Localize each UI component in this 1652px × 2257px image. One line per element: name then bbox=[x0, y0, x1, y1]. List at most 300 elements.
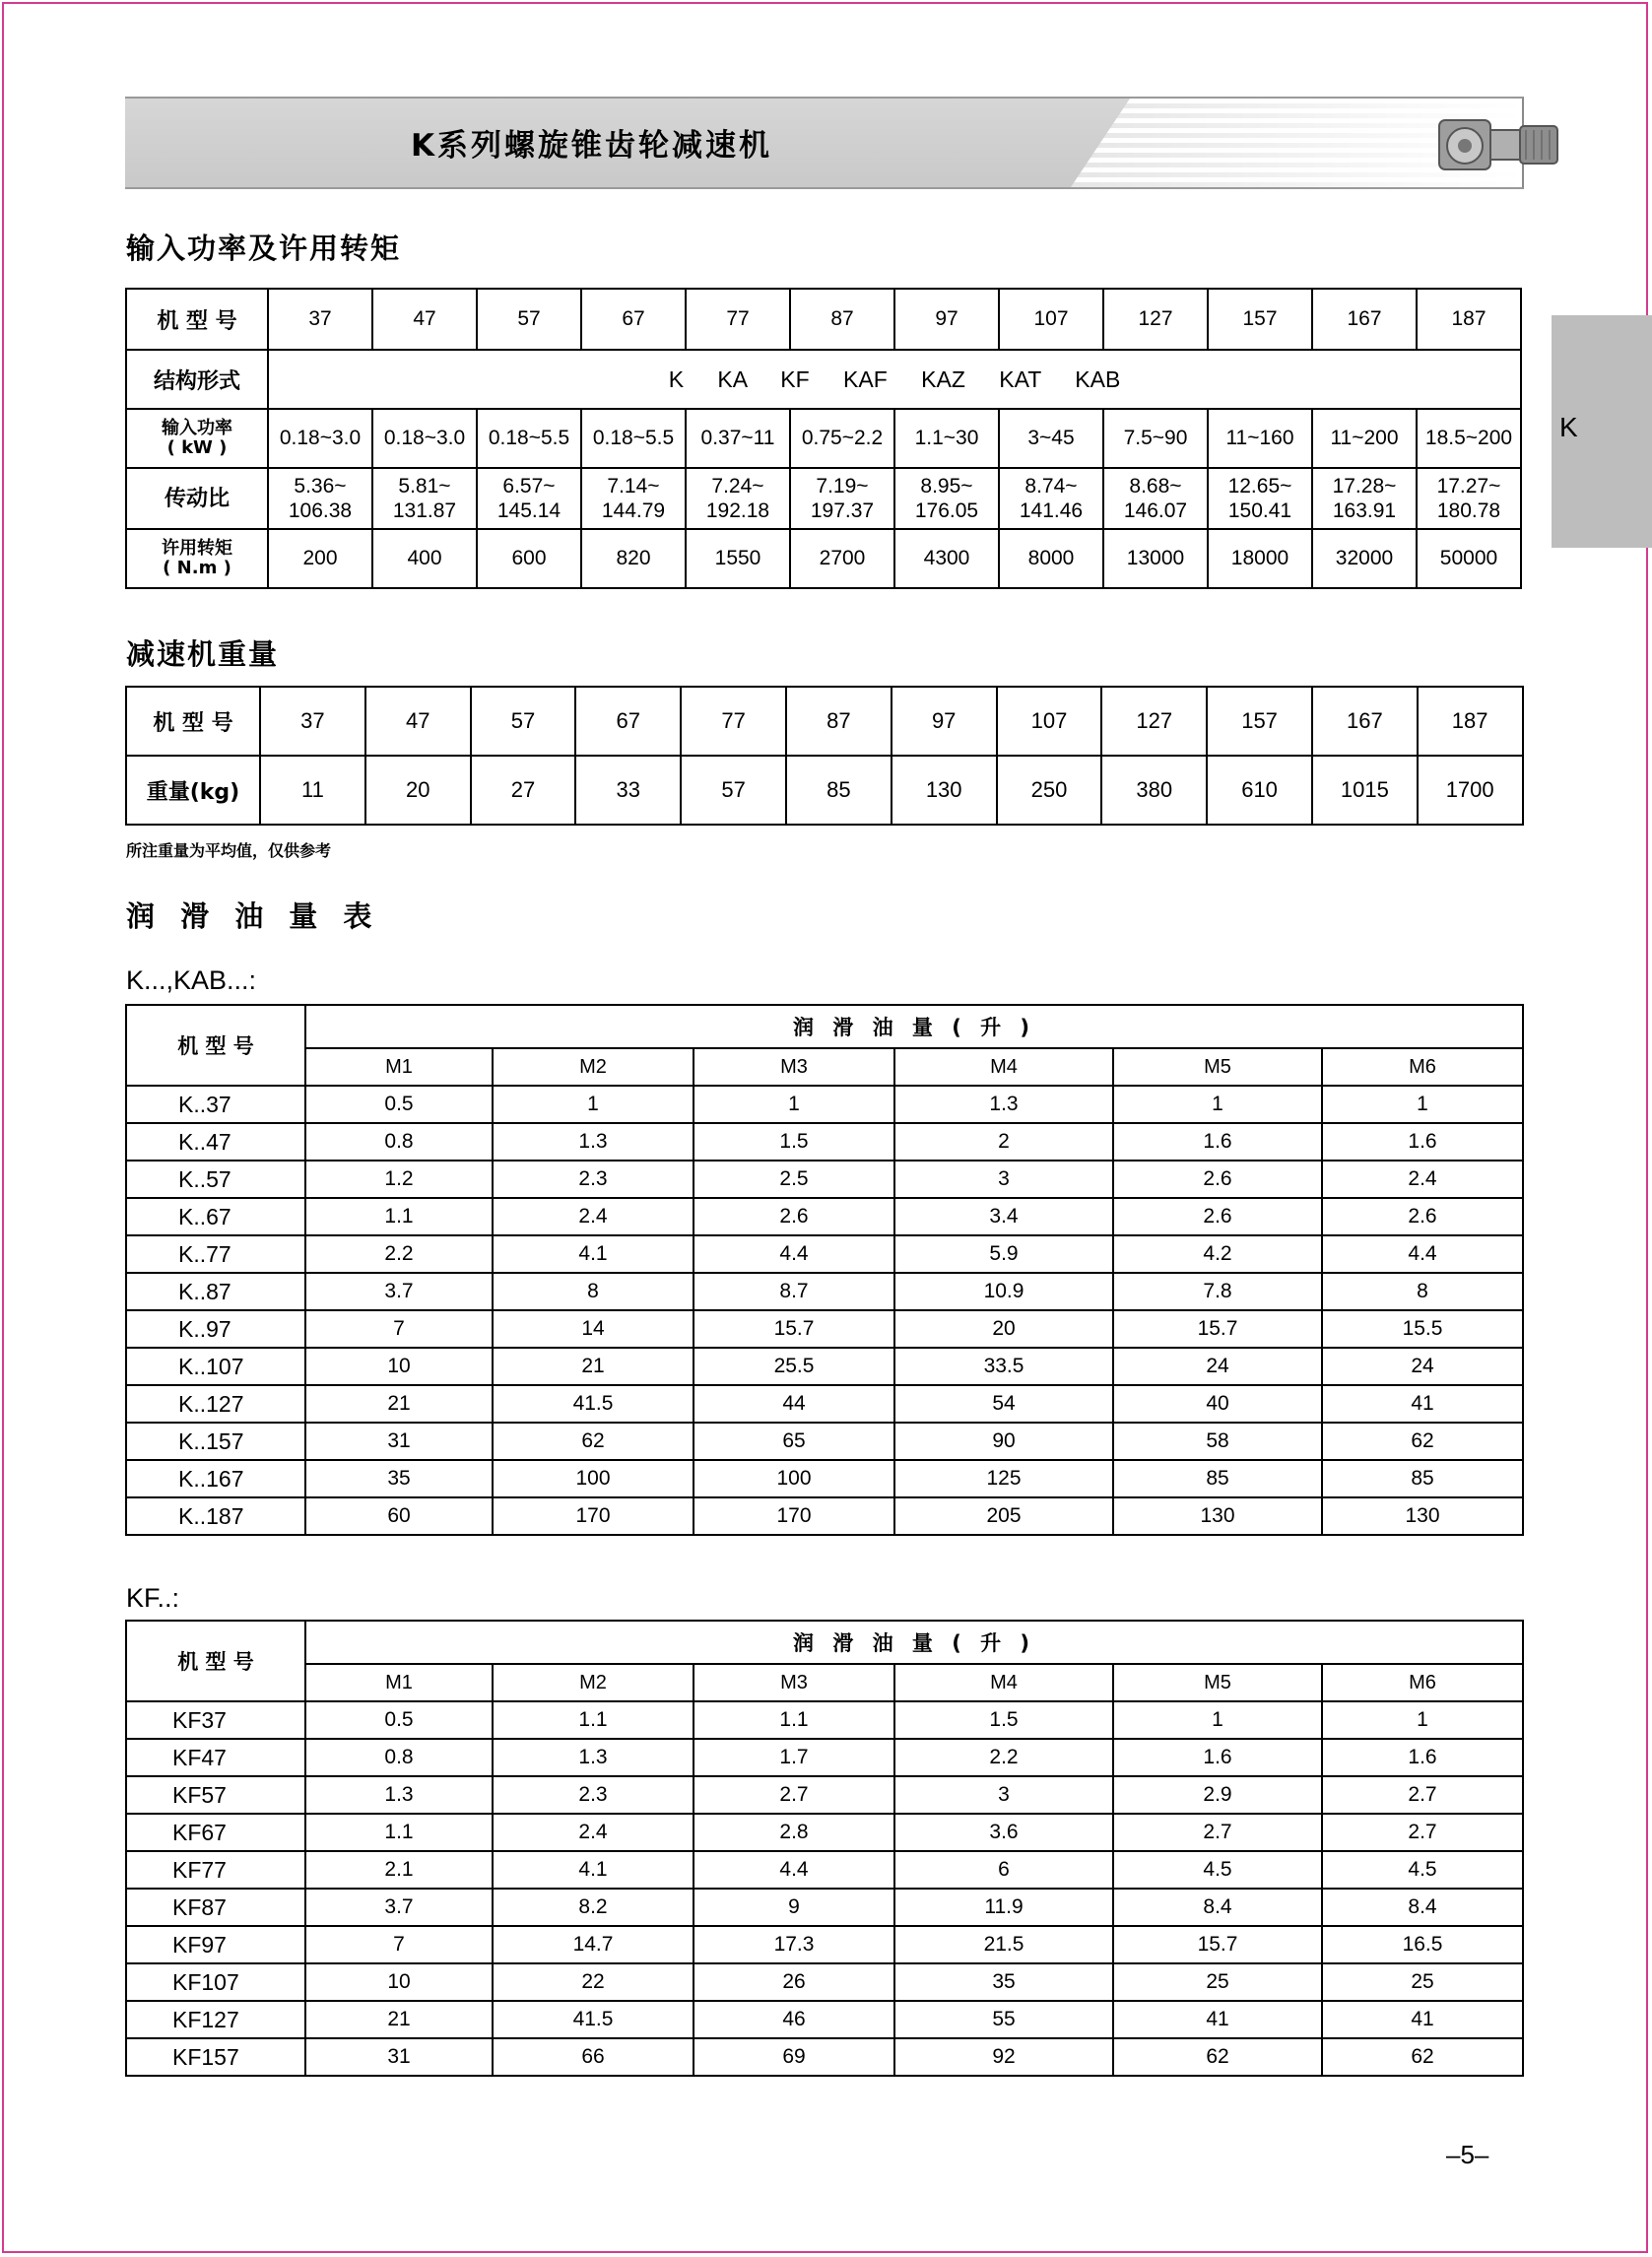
oil-value-cell: 2.4 bbox=[493, 1198, 694, 1235]
oil-value-cell: 1.1 bbox=[305, 1814, 493, 1851]
table-row bbox=[126, 1926, 1523, 1963]
table-row bbox=[126, 1497, 1523, 1535]
column-header: M1 bbox=[305, 1048, 493, 1086]
oil-value-cell: 11.9 bbox=[894, 1889, 1113, 1926]
lube-header-row bbox=[126, 1005, 1523, 1048]
oil-value-cell: 31 bbox=[305, 2038, 493, 2076]
table-row bbox=[126, 1814, 1523, 1851]
oil-value-cell: 2.7 bbox=[1322, 1776, 1523, 1814]
power-cell: 0.18~5.5 bbox=[477, 409, 581, 468]
oil-value-cell: 2.2 bbox=[894, 1739, 1113, 1776]
table-row bbox=[126, 2038, 1523, 2076]
torque-cell: 32000 bbox=[1312, 529, 1417, 588]
header-banner bbox=[125, 97, 1524, 189]
oil-value-cell: 1 bbox=[1113, 1086, 1322, 1123]
column-header: M6 bbox=[1322, 1664, 1523, 1701]
oil-value-cell: 4.5 bbox=[1322, 1851, 1523, 1889]
lube-column-row bbox=[126, 1048, 1523, 1086]
oil-value-cell: 25 bbox=[1113, 1963, 1322, 2001]
weight-cell: 380 bbox=[1101, 756, 1207, 825]
model-cell: 57 bbox=[471, 687, 576, 756]
oil-value-cell: 58 bbox=[1113, 1423, 1322, 1460]
ratio-cell bbox=[372, 468, 477, 529]
ratio-high: 176.05 bbox=[914, 499, 979, 522]
torque-cell: 600 bbox=[477, 529, 581, 588]
oil-value-cell: 2.6 bbox=[1113, 1198, 1322, 1235]
model-cell: 187 bbox=[1418, 687, 1523, 756]
model-cell: 57 bbox=[477, 289, 581, 350]
oil-value-cell: 1.5 bbox=[694, 1123, 894, 1161]
oil-value-cell: 17.3 bbox=[694, 1926, 894, 1963]
label-power-line2: ( kW ) bbox=[166, 437, 228, 458]
model-cell: 167 bbox=[1312, 289, 1417, 350]
oil-value-cell: 1.1 bbox=[305, 1198, 493, 1235]
ratio-cell bbox=[1103, 468, 1208, 529]
oil-value-cell: 8 bbox=[1322, 1273, 1523, 1310]
model-cell: K..47 bbox=[126, 1123, 305, 1161]
weight-cell: 610 bbox=[1207, 756, 1312, 825]
table-row bbox=[126, 1963, 1523, 2001]
label-torque-line1: 许用转矩 bbox=[162, 538, 232, 559]
oil-value-cell: 41.5 bbox=[493, 2001, 694, 2038]
oil-value-cell: 8.7 bbox=[694, 1273, 894, 1310]
oil-value-cell: 10 bbox=[305, 1348, 493, 1385]
oil-value-cell: 44 bbox=[694, 1385, 894, 1423]
table-row bbox=[126, 1776, 1523, 1814]
torque-cell: 1550 bbox=[686, 529, 790, 588]
oil-value-cell: 3.7 bbox=[305, 1889, 493, 1926]
oil-value-cell: 125 bbox=[894, 1460, 1113, 1497]
table-row bbox=[126, 1739, 1523, 1776]
torque-cell: 4300 bbox=[894, 529, 999, 588]
ratio-low: 7.14~ bbox=[607, 475, 660, 498]
ratio-cell bbox=[477, 468, 581, 529]
oil-value-cell: 205 bbox=[894, 1497, 1113, 1535]
oil-value-cell: 24 bbox=[1322, 1348, 1523, 1385]
oil-value-cell: 2.4 bbox=[1322, 1161, 1523, 1198]
model-cell: K..187 bbox=[126, 1497, 305, 1535]
oil-value-cell: 2.2 bbox=[305, 1235, 493, 1273]
lube-k-body bbox=[126, 1086, 1523, 1535]
label-model: 机 型 号 bbox=[126, 289, 268, 350]
model-cell: 127 bbox=[1103, 289, 1208, 350]
oil-value-cell: 4.4 bbox=[694, 1851, 894, 1889]
oil-value-cell: 85 bbox=[1113, 1460, 1322, 1497]
table-row bbox=[126, 1198, 1523, 1235]
oil-value-cell: 20 bbox=[894, 1310, 1113, 1348]
ratio-high: 106.38 bbox=[288, 499, 353, 522]
model-cell: 107 bbox=[999, 289, 1103, 350]
side-tab-label: K bbox=[1559, 412, 1578, 442]
table-row bbox=[126, 1851, 1523, 1889]
model-cell: 67 bbox=[581, 289, 686, 350]
row-ratio bbox=[126, 468, 1521, 529]
oil-value-cell: 21 bbox=[305, 2001, 493, 2038]
oil-value-cell: 10.9 bbox=[894, 1273, 1113, 1310]
model-cell: 77 bbox=[681, 687, 786, 756]
oil-value-cell: 21 bbox=[305, 1385, 493, 1423]
power-cell: 1.1~30 bbox=[894, 409, 999, 468]
model-cell: 127 bbox=[1101, 687, 1207, 756]
oil-value-cell: 2.3 bbox=[493, 1776, 694, 1814]
model-cell: 107 bbox=[997, 687, 1102, 756]
oil-value-cell: 130 bbox=[1113, 1497, 1322, 1535]
column-header: M3 bbox=[694, 1048, 894, 1086]
column-header: M2 bbox=[493, 1664, 694, 1701]
torque-cell: 2700 bbox=[790, 529, 894, 588]
ratio-high: 146.07 bbox=[1123, 499, 1188, 522]
oil-value-cell: 2.7 bbox=[1113, 1814, 1322, 1851]
page-number: –5– bbox=[1446, 2140, 1489, 2169]
ratio-high: 197.37 bbox=[810, 499, 875, 522]
label-power-line1: 输入功率 bbox=[162, 418, 232, 438]
oil-value-cell: 3.6 bbox=[894, 1814, 1113, 1851]
ratio-high: 141.46 bbox=[1019, 499, 1084, 522]
power-cell: 7.5~90 bbox=[1103, 409, 1208, 468]
oil-value-cell: 5.9 bbox=[894, 1235, 1113, 1273]
oil-value-cell: 1.7 bbox=[694, 1739, 894, 1776]
power-torque-table bbox=[125, 288, 1522, 589]
row-weight bbox=[126, 756, 1523, 825]
model-cell: KF97 bbox=[126, 1926, 305, 1963]
oil-value-cell: 1.3 bbox=[305, 1776, 493, 1814]
oil-value-cell: 0.8 bbox=[305, 1739, 493, 1776]
oil-value-cell: 92 bbox=[894, 2038, 1113, 2076]
oil-value-cell: 2 bbox=[894, 1123, 1113, 1161]
oil-value-cell: 100 bbox=[694, 1460, 894, 1497]
oil-value-cell: 41 bbox=[1113, 2001, 1322, 2038]
oil-value-cell: 15.7 bbox=[1113, 1926, 1322, 1963]
lube-header-row bbox=[126, 1621, 1523, 1664]
column-header: M4 bbox=[894, 1048, 1113, 1086]
ratio-cell bbox=[686, 468, 790, 529]
table-row bbox=[126, 1701, 1523, 1739]
oil-value-cell: 1 bbox=[694, 1086, 894, 1123]
oil-value-cell: 1.3 bbox=[894, 1086, 1113, 1123]
oil-value-cell: 4.2 bbox=[1113, 1235, 1322, 1273]
oil-value-cell: 170 bbox=[694, 1497, 894, 1535]
oil-value-cell: 3.4 bbox=[894, 1198, 1113, 1235]
oil-value-cell: 15.7 bbox=[1113, 1310, 1322, 1348]
weight-cell: 1700 bbox=[1418, 756, 1523, 825]
oil-value-cell: 62 bbox=[1113, 2038, 1322, 2076]
section-heading-lube: 润 滑 油 量 表 bbox=[126, 899, 380, 933]
oil-value-cell: 90 bbox=[894, 1423, 1113, 1460]
oil-value-cell: 65 bbox=[694, 1423, 894, 1460]
oil-value-cell: 1.6 bbox=[1113, 1123, 1322, 1161]
model-cell: 47 bbox=[372, 289, 477, 350]
model-cell: KF87 bbox=[126, 1889, 305, 1926]
power-cell: 0.18~3.0 bbox=[268, 409, 372, 468]
model-cell: 47 bbox=[365, 687, 471, 756]
model-cell: KF67 bbox=[126, 1814, 305, 1851]
power-cell: 3~45 bbox=[999, 409, 1103, 468]
label-model: 机 型 号 bbox=[126, 1621, 305, 1701]
ratio-low: 5.36~ bbox=[294, 475, 347, 498]
oil-value-cell: 1 bbox=[1113, 1701, 1322, 1739]
label-torque-line2: ( N.m ) bbox=[163, 558, 231, 578]
torque-cell: 13000 bbox=[1103, 529, 1208, 588]
weight-cell: 130 bbox=[892, 756, 997, 825]
ratio-low: 6.57~ bbox=[502, 475, 556, 498]
table-row bbox=[126, 1348, 1523, 1385]
model-cell: 157 bbox=[1207, 687, 1312, 756]
model-cell: 167 bbox=[1312, 687, 1418, 756]
model-cell: K..67 bbox=[126, 1198, 305, 1235]
ratio-low: 8.95~ bbox=[920, 475, 973, 498]
oil-value-cell: 1 bbox=[1322, 1701, 1523, 1739]
oil-value-cell: 26 bbox=[694, 1963, 894, 2001]
page-title: K系列螺旋锥齿轮减速机 bbox=[411, 128, 773, 164]
torque-cell: 18000 bbox=[1208, 529, 1312, 588]
ratio-low: 8.68~ bbox=[1129, 475, 1182, 498]
ratio-low: 12.65~ bbox=[1227, 475, 1292, 498]
side-tab[interactable] bbox=[1552, 315, 1652, 548]
oil-value-cell: 25.5 bbox=[694, 1348, 894, 1385]
model-cell: KF37 bbox=[126, 1701, 305, 1739]
torque-cell: 8000 bbox=[999, 529, 1103, 588]
ratio-high: 192.18 bbox=[705, 499, 770, 522]
oil-value-cell: 21.5 bbox=[894, 1926, 1113, 1963]
power-cell: 11~200 bbox=[1312, 409, 1417, 468]
column-header: M4 bbox=[894, 1664, 1113, 1701]
oil-value-cell: 3 bbox=[894, 1161, 1113, 1198]
oil-value-cell: 7 bbox=[305, 1310, 493, 1348]
oil-value-cell: 0.5 bbox=[305, 1701, 493, 1739]
oil-value-cell: 55 bbox=[894, 2001, 1113, 2038]
model-cell: K..97 bbox=[126, 1310, 305, 1348]
oil-value-cell: 2.4 bbox=[493, 1814, 694, 1851]
ratio-low: 17.27~ bbox=[1436, 475, 1501, 498]
oil-value-cell: 2.9 bbox=[1113, 1776, 1322, 1814]
model-cell: 187 bbox=[1417, 289, 1521, 350]
model-cell: K..57 bbox=[126, 1161, 305, 1198]
column-header: M6 bbox=[1322, 1048, 1523, 1086]
oil-value-cell: 2.6 bbox=[1322, 1198, 1523, 1235]
model-cell: 67 bbox=[575, 687, 681, 756]
oil-value-cell: 170 bbox=[493, 1497, 694, 1535]
oil-value-cell: 62 bbox=[1322, 2038, 1523, 2076]
column-header: M3 bbox=[694, 1664, 894, 1701]
ratio-low: 7.19~ bbox=[816, 475, 869, 498]
model-cell: 77 bbox=[686, 289, 790, 350]
oil-value-cell: 130 bbox=[1322, 1497, 1523, 1535]
model-cell: K..37 bbox=[126, 1086, 305, 1123]
oil-value-cell: 1.1 bbox=[694, 1701, 894, 1739]
ratio-cell bbox=[1312, 468, 1417, 529]
oil-value-cell: 2.7 bbox=[694, 1776, 894, 1814]
table-row bbox=[126, 2001, 1523, 2038]
oil-value-cell: 33.5 bbox=[894, 1348, 1113, 1385]
row-model bbox=[126, 289, 1521, 350]
ratio-high: 180.78 bbox=[1436, 499, 1501, 522]
ratio-low: 8.74~ bbox=[1024, 475, 1078, 498]
model-cell: 87 bbox=[790, 289, 894, 350]
oil-value-cell: 3 bbox=[894, 1776, 1113, 1814]
oil-value-cell: 21 bbox=[493, 1348, 694, 1385]
model-cell: K..167 bbox=[126, 1460, 305, 1497]
oil-value-cell: 31 bbox=[305, 1423, 493, 1460]
oil-value-cell: 35 bbox=[894, 1963, 1113, 2001]
label-oil-quantity: 润 滑 油 量 ( 升 ) bbox=[305, 1005, 1523, 1048]
oil-value-cell: 24 bbox=[1113, 1348, 1322, 1385]
model-cell: KF157 bbox=[126, 2038, 305, 2076]
oil-value-cell: 41.5 bbox=[493, 1385, 694, 1423]
model-cell: K..127 bbox=[126, 1385, 305, 1423]
oil-value-cell: 6 bbox=[894, 1851, 1113, 1889]
weight-cell: 20 bbox=[365, 756, 471, 825]
oil-value-cell: 35 bbox=[305, 1460, 493, 1497]
lube-kf-caption: KF..: bbox=[126, 1583, 180, 1613]
ratio-cell bbox=[790, 468, 894, 529]
row-model bbox=[126, 687, 1523, 756]
torque-cell: 400 bbox=[372, 529, 477, 588]
row-torque bbox=[126, 529, 1521, 588]
ratio-low: 5.81~ bbox=[398, 475, 451, 498]
oil-value-cell: 7 bbox=[305, 1926, 493, 1963]
model-cell: K..107 bbox=[126, 1348, 305, 1385]
table-row bbox=[126, 1385, 1523, 1423]
table-row bbox=[126, 1235, 1523, 1273]
oil-value-cell: 40 bbox=[1113, 1385, 1322, 1423]
column-header: M2 bbox=[493, 1048, 694, 1086]
model-cell: 87 bbox=[786, 687, 892, 756]
oil-value-cell: 1.2 bbox=[305, 1161, 493, 1198]
ratio-cell bbox=[581, 468, 686, 529]
oil-value-cell: 41 bbox=[1322, 1385, 1523, 1423]
oil-value-cell: 8.4 bbox=[1322, 1889, 1523, 1926]
model-cell: 157 bbox=[1208, 289, 1312, 350]
power-cell: 0.37~11 bbox=[686, 409, 790, 468]
model-cell: 37 bbox=[260, 687, 365, 756]
section-heading-weight: 减速机重量 bbox=[126, 637, 280, 671]
label-structure: 结构形式 bbox=[126, 350, 268, 409]
table-row bbox=[126, 1086, 1523, 1123]
oil-value-cell: 15.7 bbox=[694, 1310, 894, 1348]
ratio-high: 150.41 bbox=[1227, 499, 1292, 522]
row-power bbox=[126, 409, 1521, 468]
torque-cell: 50000 bbox=[1417, 529, 1521, 588]
model-cell: 37 bbox=[268, 289, 372, 350]
oil-value-cell: 2.6 bbox=[1113, 1161, 1322, 1198]
structure-types: K KA KF KAF KAZ KAT KAB bbox=[268, 350, 1521, 409]
power-cell: 0.18~5.5 bbox=[581, 409, 686, 468]
row-structure bbox=[126, 350, 1521, 409]
lube-table-kf bbox=[125, 1620, 1524, 2077]
oil-value-cell: 4.5 bbox=[1113, 1851, 1322, 1889]
label-power bbox=[126, 409, 268, 468]
oil-value-cell: 1.5 bbox=[894, 1701, 1113, 1739]
model-cell: KF107 bbox=[126, 1963, 305, 2001]
model-cell: KF127 bbox=[126, 2001, 305, 2038]
weight-cell: 250 bbox=[997, 756, 1102, 825]
model-cell: KF47 bbox=[126, 1739, 305, 1776]
model-cell: KF57 bbox=[126, 1776, 305, 1814]
ratio-high: 145.14 bbox=[496, 499, 562, 522]
lube-kf-body bbox=[126, 1701, 1523, 2076]
column-header: M1 bbox=[305, 1664, 493, 1701]
oil-value-cell: 2.7 bbox=[1322, 1814, 1523, 1851]
oil-value-cell: 16.5 bbox=[1322, 1926, 1523, 1963]
table-row bbox=[126, 1273, 1523, 1310]
oil-value-cell: 62 bbox=[493, 1423, 694, 1460]
oil-value-cell: 8.4 bbox=[1113, 1889, 1322, 1926]
label-oil-quantity: 润 滑 油 量 ( 升 ) bbox=[305, 1621, 1523, 1664]
ratio-low: 17.28~ bbox=[1332, 475, 1397, 498]
power-cell: 11~160 bbox=[1208, 409, 1312, 468]
label-model: 机 型 号 bbox=[126, 687, 260, 756]
oil-value-cell: 22 bbox=[493, 1963, 694, 2001]
ratio-high: 163.91 bbox=[1332, 499, 1397, 522]
weight-cell: 33 bbox=[575, 756, 681, 825]
ratio-high: 144.79 bbox=[601, 499, 666, 522]
oil-value-cell: 1.3 bbox=[493, 1123, 694, 1161]
oil-value-cell: 15.5 bbox=[1322, 1310, 1523, 1348]
model-cell: 97 bbox=[892, 687, 997, 756]
oil-value-cell: 100 bbox=[493, 1460, 694, 1497]
oil-value-cell: 4.1 bbox=[493, 1851, 694, 1889]
model-cell: K..77 bbox=[126, 1235, 305, 1273]
oil-value-cell: 8 bbox=[493, 1273, 694, 1310]
oil-value-cell: 66 bbox=[493, 2038, 694, 2076]
weight-cell: 85 bbox=[786, 756, 892, 825]
torque-cell: 200 bbox=[268, 529, 372, 588]
ratio-low: 7.24~ bbox=[711, 475, 764, 498]
power-cell: 0.18~3.0 bbox=[372, 409, 477, 468]
oil-value-cell: 4.1 bbox=[493, 1235, 694, 1273]
oil-value-cell: 8.2 bbox=[493, 1889, 694, 1926]
oil-value-cell: 1 bbox=[493, 1086, 694, 1123]
weight-cell: 1015 bbox=[1312, 756, 1418, 825]
oil-value-cell: 2.8 bbox=[694, 1814, 894, 1851]
oil-value-cell: 85 bbox=[1322, 1460, 1523, 1497]
ratio-cell bbox=[268, 468, 372, 529]
label-model: 机 型 号 bbox=[126, 1005, 305, 1086]
table-row bbox=[126, 1889, 1523, 1926]
oil-value-cell: 69 bbox=[694, 2038, 894, 2076]
oil-value-cell: 10 bbox=[305, 1963, 493, 2001]
ratio-cell bbox=[1208, 468, 1312, 529]
oil-value-cell: 14 bbox=[493, 1310, 694, 1348]
oil-value-cell: 3.7 bbox=[305, 1273, 493, 1310]
ratio-cell bbox=[894, 468, 999, 529]
oil-value-cell: 62 bbox=[1322, 1423, 1523, 1460]
oil-value-cell: 1.3 bbox=[493, 1739, 694, 1776]
oil-value-cell: 7.8 bbox=[1113, 1273, 1322, 1310]
oil-value-cell: 9 bbox=[694, 1889, 894, 1926]
oil-value-cell: 4.4 bbox=[694, 1235, 894, 1273]
oil-value-cell: 14.7 bbox=[493, 1926, 694, 1963]
torque-cell: 820 bbox=[581, 529, 686, 588]
oil-value-cell: 0.8 bbox=[305, 1123, 493, 1161]
oil-value-cell: 60 bbox=[305, 1497, 493, 1535]
weight-note: 所注重量为平均值，仅供参考 bbox=[126, 841, 332, 860]
label-weight: 重量(kg) bbox=[126, 756, 260, 825]
model-cell: KF77 bbox=[126, 1851, 305, 1889]
oil-value-cell: 0.5 bbox=[305, 1086, 493, 1123]
oil-value-cell: 54 bbox=[894, 1385, 1113, 1423]
oil-value-cell: 41 bbox=[1322, 2001, 1523, 2038]
oil-value-cell: 1.1 bbox=[493, 1701, 694, 1739]
oil-value-cell: 1 bbox=[1322, 1086, 1523, 1123]
label-ratio: 传动比 bbox=[126, 468, 268, 529]
lube-column-row bbox=[126, 1664, 1523, 1701]
table-row bbox=[126, 1123, 1523, 1161]
label-torque bbox=[126, 529, 268, 588]
weight-cell: 11 bbox=[260, 756, 365, 825]
model-cell: K..157 bbox=[126, 1423, 305, 1460]
power-cell: 0.75~2.2 bbox=[790, 409, 894, 468]
